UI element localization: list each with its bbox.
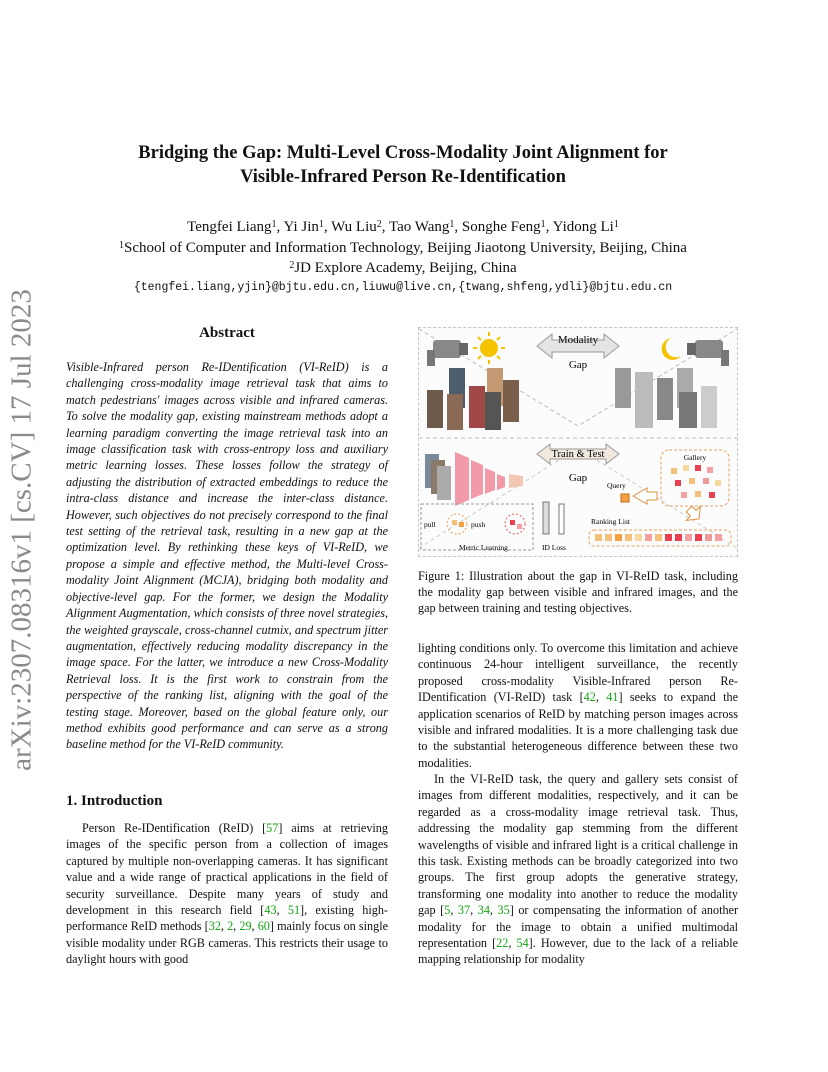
camera-icon bbox=[427, 340, 468, 366]
gap-label: Gap bbox=[568, 359, 588, 371]
abstract-text: Visible-Infrared person Re-IDentification (VI-ReID) is a challenging cross-modality image retrieval task that aims to match pedestrians' images across visible and infrared cameras. To solve the modality gap, existing mainstream methods adopt a learning paradigm converting the image retrieval task into an image classification task with cross-entropy loss and auxiliary metric learning losses. These losses follow the strategy of adjusting the distribution of extracted embeddings to reduce the intra-class distance and increase the inter-class distance. However, such objectives do not precisely correspond to the final test setting of the retrieval task, resulting in a new gap at the optimization level. By rethinking these keys of VI-ReID, we propose a simple and effective method, the Multi-level Cross-modality Joint Alignment (MCJA), bridging both modality and objective-level gap. For the former, we design the Modality Alignment Augmentation, which consists of three novel strategies, the weighted grayscale, cross-channel cutmix, and spectrum jitter augmentation, effectively reducing modality discrepancy in the image space. For the latter, we introduce a new Cross-Modality Retrieval loss. It is the first work to constrain from the perspective of the ranking list, aligning with the goal of the testing stage. Moreover, based on the global feature only, our method exhibits good performance and can serve as a strong baseline method for the VI-ReID community. bbox=[66, 360, 388, 752]
push-label: push bbox=[471, 520, 486, 529]
affiliation-1: $^1$School of Computer and Information Technology, Beijing Jiaotong University, Beijing, China bbox=[119, 240, 687, 256]
citation-link[interactable]: 37 bbox=[457, 903, 471, 918]
citation-link[interactable]: 51 bbox=[287, 903, 301, 918]
paper-title: Bridging the Gap: Multi-Level Cross-Modality Joint Alignment for Visible-Infrared Person Re-Identification bbox=[138, 143, 668, 187]
id-loss-label: ID Loss bbox=[542, 543, 566, 552]
citation-link[interactable]: 41 bbox=[606, 690, 619, 705]
figure-caption: Figure 1: Illustration about the gap in VI-ReID task, including the modality gap between visible and infrared images, and the gap between training and testing objectives. bbox=[418, 569, 738, 616]
pull-label: pull bbox=[424, 520, 436, 529]
abstract-heading: Abstract bbox=[199, 325, 255, 341]
author: Songhe Feng bbox=[461, 219, 541, 235]
intro-paragraph: Person Re-IDentification (ReID) [57] aims at retrieving images of the specific person from a collection of images captured by multiple non-overlapping cameras. It has significant value and a wide range of practical applications in the field of security surveillance. Despite many years of study and development in this research field [43, 51], existing high-performance ReID methods [32, 2, 29, 60] mainly focus on single visible modality under RGB cameras. This restricts their usage to daylight hours with good bbox=[66, 821, 388, 967]
citation-link[interactable]: 5 bbox=[444, 903, 451, 918]
camera-icon bbox=[687, 340, 729, 366]
citation-link[interactable]: 54 bbox=[516, 936, 529, 951]
backbone-network bbox=[425, 452, 523, 506]
visible-person-images bbox=[427, 368, 519, 430]
citation-link[interactable]: 43 bbox=[264, 903, 277, 918]
author: Tao Wang bbox=[389, 219, 450, 235]
gallery-label: Gallery bbox=[683, 453, 707, 462]
author: Wu Liu bbox=[331, 219, 377, 235]
author: Tengfei Liang bbox=[187, 219, 272, 235]
intro-paragraph: lighting conditions only. To overcome this limitation and achieve continuous 24-hour intelligent surveillance, the recently proposed cross-modality Visible-Infrared person Re-IDentification (VI-ReID) task [42, 41] seeks to expand the application scenarios of ReID by matching person images across visible and infrared modalities. It is a more challenging task due to the substantial heterogeneous difference between these two modalities. bbox=[418, 641, 739, 770]
citation-link[interactable]: 32 bbox=[208, 919, 221, 934]
figure-diagram bbox=[419, 328, 737, 556]
author-list: Tengfei Liang$^1$, Yi Jin$^1$, Wu Liu$^2$, Tao Wang$^1$, Songhe Feng$^1$, Yidong Li$^1$ bbox=[187, 219, 619, 235]
figure-1 bbox=[418, 327, 738, 557]
query-label: Query bbox=[607, 481, 626, 490]
citation-link[interactable]: 22 bbox=[496, 936, 509, 951]
citation-link[interactable]: 42 bbox=[583, 690, 596, 705]
intro-paragraph: In the VI-ReID task, the query and gallery sets consist of images from different modalities, respectively, and it can be regarded as a cross-modality image retrieval task. Thus, addressing the modality gap stemming from the different wavelengths of visible and infrared light is a critical challenge in this task. Existing methods can be broadly categorized into two groups. The first group adopts the generative strategy, transforming one modality into another to reduce the modality gap [5, 37, 34, 35] or compensating the information of another modality for the image to obtain a unified multimodal representation [22, 54]. However, due to the lack of a reliable mapping relationship for modality bbox=[418, 772, 739, 967]
citation-link[interactable]: 35 bbox=[497, 903, 510, 918]
citation-link[interactable]: 2 bbox=[227, 919, 234, 934]
affiliation-2: $^2$JD Explore Academy, Beijing, China bbox=[289, 260, 517, 276]
ranking-list-label: Ranking List bbox=[591, 517, 630, 526]
citation-link[interactable]: 29 bbox=[239, 919, 252, 934]
metric-learning-label: Metric Learning bbox=[459, 543, 508, 552]
author: Yidong Li bbox=[552, 219, 614, 235]
citation-link[interactable]: 60 bbox=[257, 919, 270, 934]
infrared-person-images bbox=[615, 368, 717, 428]
metric-learning-diagram bbox=[421, 504, 533, 552]
author: Yi Jin bbox=[283, 219, 319, 235]
id-loss-diagram bbox=[542, 502, 566, 552]
section-heading-introduction: 1. Introduction bbox=[66, 793, 163, 809]
gallery-box bbox=[661, 450, 729, 506]
modality-label: Modality bbox=[557, 334, 599, 346]
ranking-list bbox=[589, 530, 731, 546]
sun-icon bbox=[473, 332, 505, 364]
author-emails: {tengfei.liang,yjin}@bjtu.edu.cn,liuwu@live.cn,{twang,shfeng,ydli}@bjtu.edu.cn bbox=[133, 281, 673, 294]
citation-link[interactable]: 34 bbox=[477, 903, 490, 918]
moon-icon bbox=[662, 338, 681, 360]
gap-label-2: Gap bbox=[568, 472, 588, 484]
citation-link[interactable]: 57 bbox=[266, 821, 279, 835]
train-test-label: Train & Test bbox=[551, 449, 605, 460]
